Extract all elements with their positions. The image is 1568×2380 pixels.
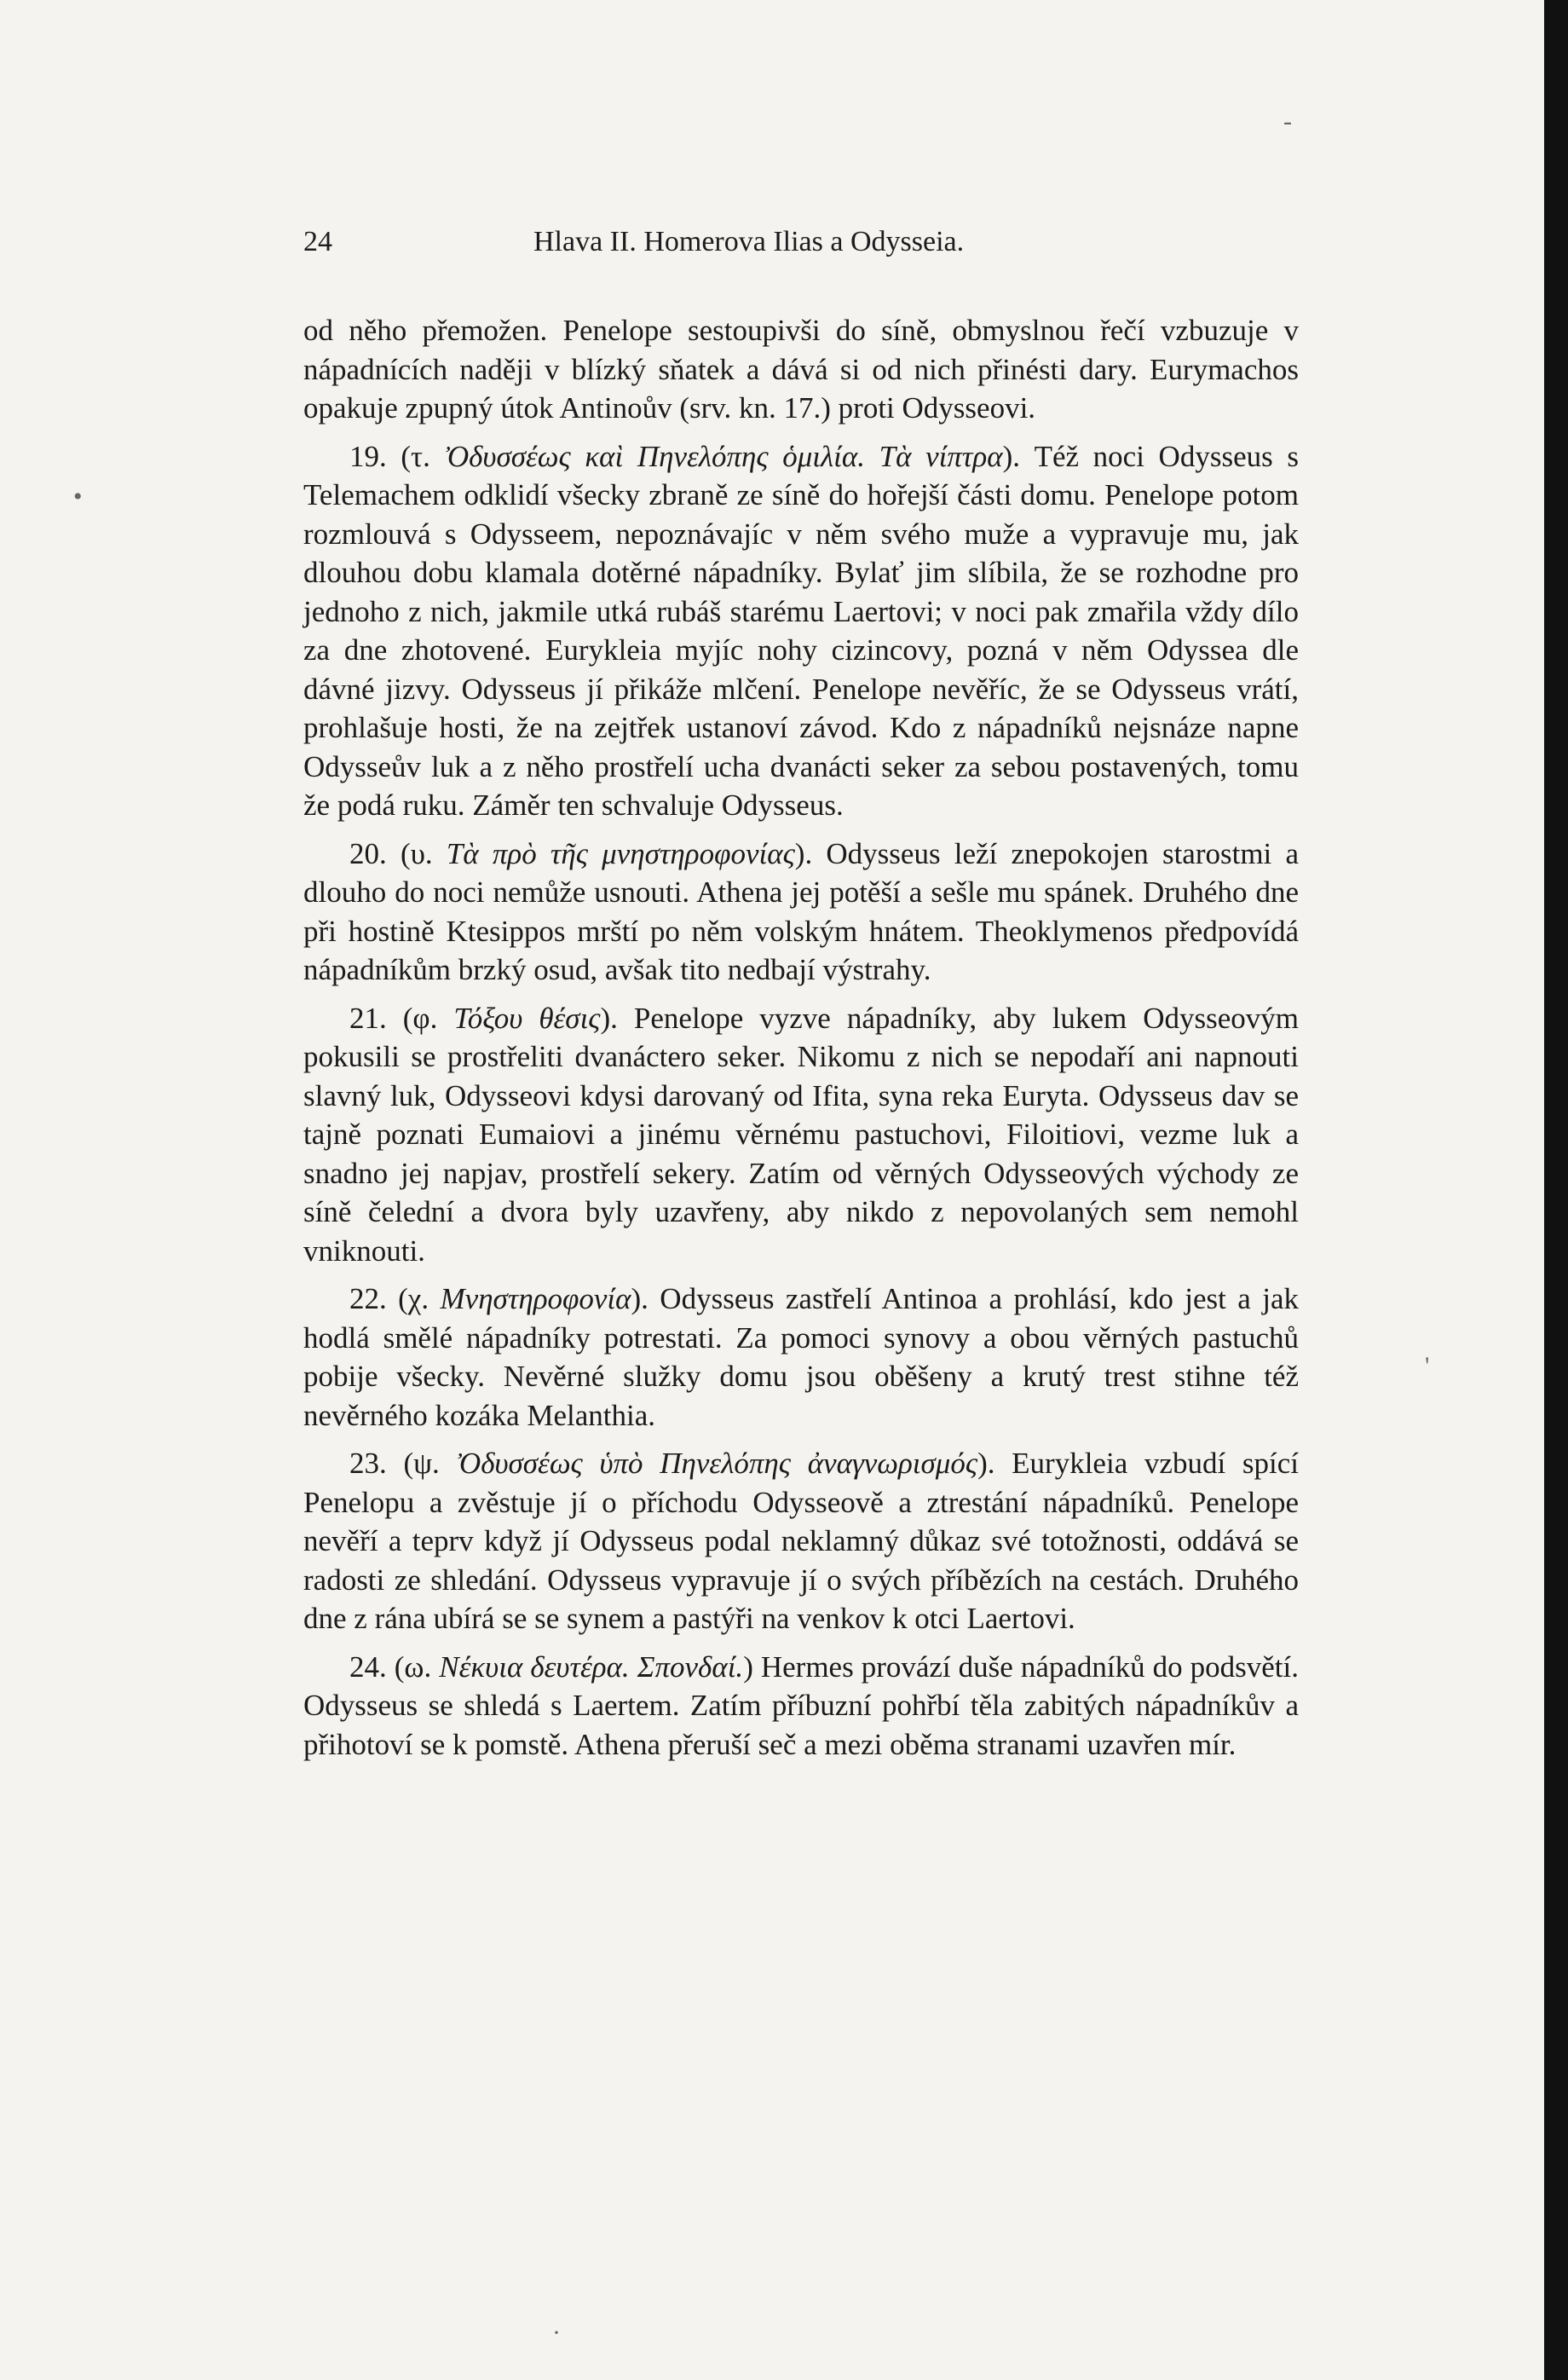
title-close: ). — [977, 1447, 995, 1480]
greek-title: Ὀδυσσέως ὑπὸ Πηνελόπης ἀναγνωρισμός — [456, 1447, 978, 1480]
greek-title: Τὰ πρὸ τῆς μνηστηροφονίας — [446, 836, 795, 870]
section-number: 22. — [349, 1282, 399, 1315]
title-close: ) — [743, 1649, 753, 1684]
paragraph-text: Hermes provází duše nápadníků do podsvětí. Odysseus se shledá s Laertem. Zatím příbuzní pohřbí těla zabitých nápadníkův a přihotoví se k pomstě. Athena přeruší seč a mezi oběma stranami uzavřen mír. — [303, 1649, 1299, 1761]
running-title: Hlava II. Homerova Ilias a Odysseia. — [533, 226, 965, 257]
book-letter: (ω. — [394, 1649, 440, 1684]
book-letter: (υ. — [400, 836, 447, 870]
paragraph-text: Odysseus zastřelí Antinoa a prohlásí, kdo jest a jak hodlá smělé nápadníky potrestati. Za pomoci synovy a obou věrných pastuchů pobije všecky. Nevěrné služky domu jsou oběšeny a krutý trest stihne též nevěrného kozáka Melanthia. — [303, 1282, 1299, 1432]
paragraph-book-19 — [303, 437, 1299, 825]
greek-title: Ὀδυσσέως καὶ Πηνελόπης ὁμιλία. Τὰ νίπτρα — [444, 439, 1003, 473]
title-close: ). — [600, 1001, 618, 1035]
section-number: 23. — [349, 1447, 404, 1480]
paragraph-book-24 — [303, 1648, 1299, 1765]
page-header — [303, 226, 1156, 269]
paragraph-continuation — [303, 311, 1299, 428]
paragraph-book-22 — [303, 1280, 1299, 1435]
section-number: 20. — [349, 836, 401, 870]
paragraph-text: od něho přemožen. Penelope sestoupivši do síně, obmyslnou řečí vzbuzuje v nápadnících naději v blízký sňatek a dává si od nich přinésti dary. Eurymachos opakuje zpupný útok Antinoův (srv. kn. 17.) proti Odysseovi. — [303, 314, 1299, 425]
section-number: 19. — [349, 439, 401, 473]
greek-title: Μνηστηροφονία — [440, 1282, 631, 1315]
scan-border — [1544, 0, 1568, 2380]
section-number: 24. — [349, 1649, 395, 1684]
scan-speck: - — [1283, 107, 1292, 136]
section-number: 21. — [349, 1001, 403, 1035]
paragraph-book-21 — [303, 999, 1299, 1271]
paragraph-text: Též noci Odysseus s Telemachem odklidí všecky zbraně ze síně do hořejší části domu. Penelope potom rozmlouvá s Odysseem, nepoznávajíc v něm svého muže a vypravuje mu, jak dlouhou dobu klamala dotěrné nápadníky. Bylať jim slíbila, že se rozhodne pro jednoho z nich, jakmile utká rubáš starému Laertovi; v noci pak zmařila vždy dílo za dne zhotovené. Eurykleia myjíc nohy cizincovy, pozná v něm Odyssea dle dávné jizvy. Odysseus jí přikáže mlčení. Penelope nevěříc, že se Odysseus vrátí, prohlašuje hosti, že na zejtřek ustanoví závod. Kdo z nápadníků nejsnáze napne Odysseův luk a z něho prostřelí ucha dvanácti seker za sebou postavených, tomu že podá ruku. Záměr ten schvaluje Odysseus. — [303, 439, 1299, 822]
book-letter: (τ. — [401, 439, 445, 473]
body-text — [303, 311, 1299, 1764]
book-letter: (χ. — [398, 1282, 441, 1315]
page-number: 24 — [303, 226, 332, 257]
paragraph-book-23 — [303, 1444, 1299, 1638]
book-letter: (ψ. — [403, 1447, 457, 1480]
scan-speck: • — [73, 482, 83, 511]
scan-speck: ' — [1425, 1352, 1430, 1380]
title-close: ). — [794, 836, 813, 870]
scan-speck: · — [552, 2319, 561, 2347]
paragraph-text: Eurykleia vzbudí spící Penelopu a zvěstuje jí o příchodu Odysseově a ztrestání nápadníků. Penelope nevěří a teprv když jí Odysseus podal neklamný důkaz své totožnosti, oddává se radosti ze shledání. Odysseus vypravuje jí o svých příbězích na cestách. Druhého dne z rána ubírá se se synem a pastýři na venkov k otci Laertovi. — [303, 1447, 1299, 1635]
title-close: ). — [1002, 439, 1020, 473]
paragraph-text: Odysseus leží znepokojen starostmi a dlouho do noci nemůže usnouti. Athena jej potěší a sešle mu spánek. Druhého dne při hostině Ktesippos mrští po něm volským hnátem. Theoklymenos předpovídá nápadníkům brzký osud, avšak tito nedbají výstrahy. — [303, 836, 1300, 986]
greek-title: Τόξου θέσις — [453, 1001, 601, 1035]
book-letter: (φ. — [402, 1001, 454, 1035]
title-close: ). — [631, 1282, 649, 1315]
paragraph-text: Penelope vyzve nápadníky, aby lukem Odysseovým pokusili se prostřeliti dvanáctero seker. Nikomu z nich se nepodaří ani napnouti slavný luk, Odysseovi kdysi darovaný od Ifita, syna reka Euryta. Odysseus dav se tajně poznati Eumaiovi a jinému věrnému pastuchovi, Filoitiovi, vezme luk a snadno jej napjav, prostřelí sekery. Zatím od věrných Odysseových východy ze síně čelední a dvora byly uzavřeny, aby nikdo z nepovolaných sem nemohl vniknouti. — [303, 1001, 1299, 1268]
paragraph-book-20 — [303, 835, 1299, 990]
greek-title: Νέκυια δευτέρα. Σπονδαί. — [439, 1649, 744, 1684]
